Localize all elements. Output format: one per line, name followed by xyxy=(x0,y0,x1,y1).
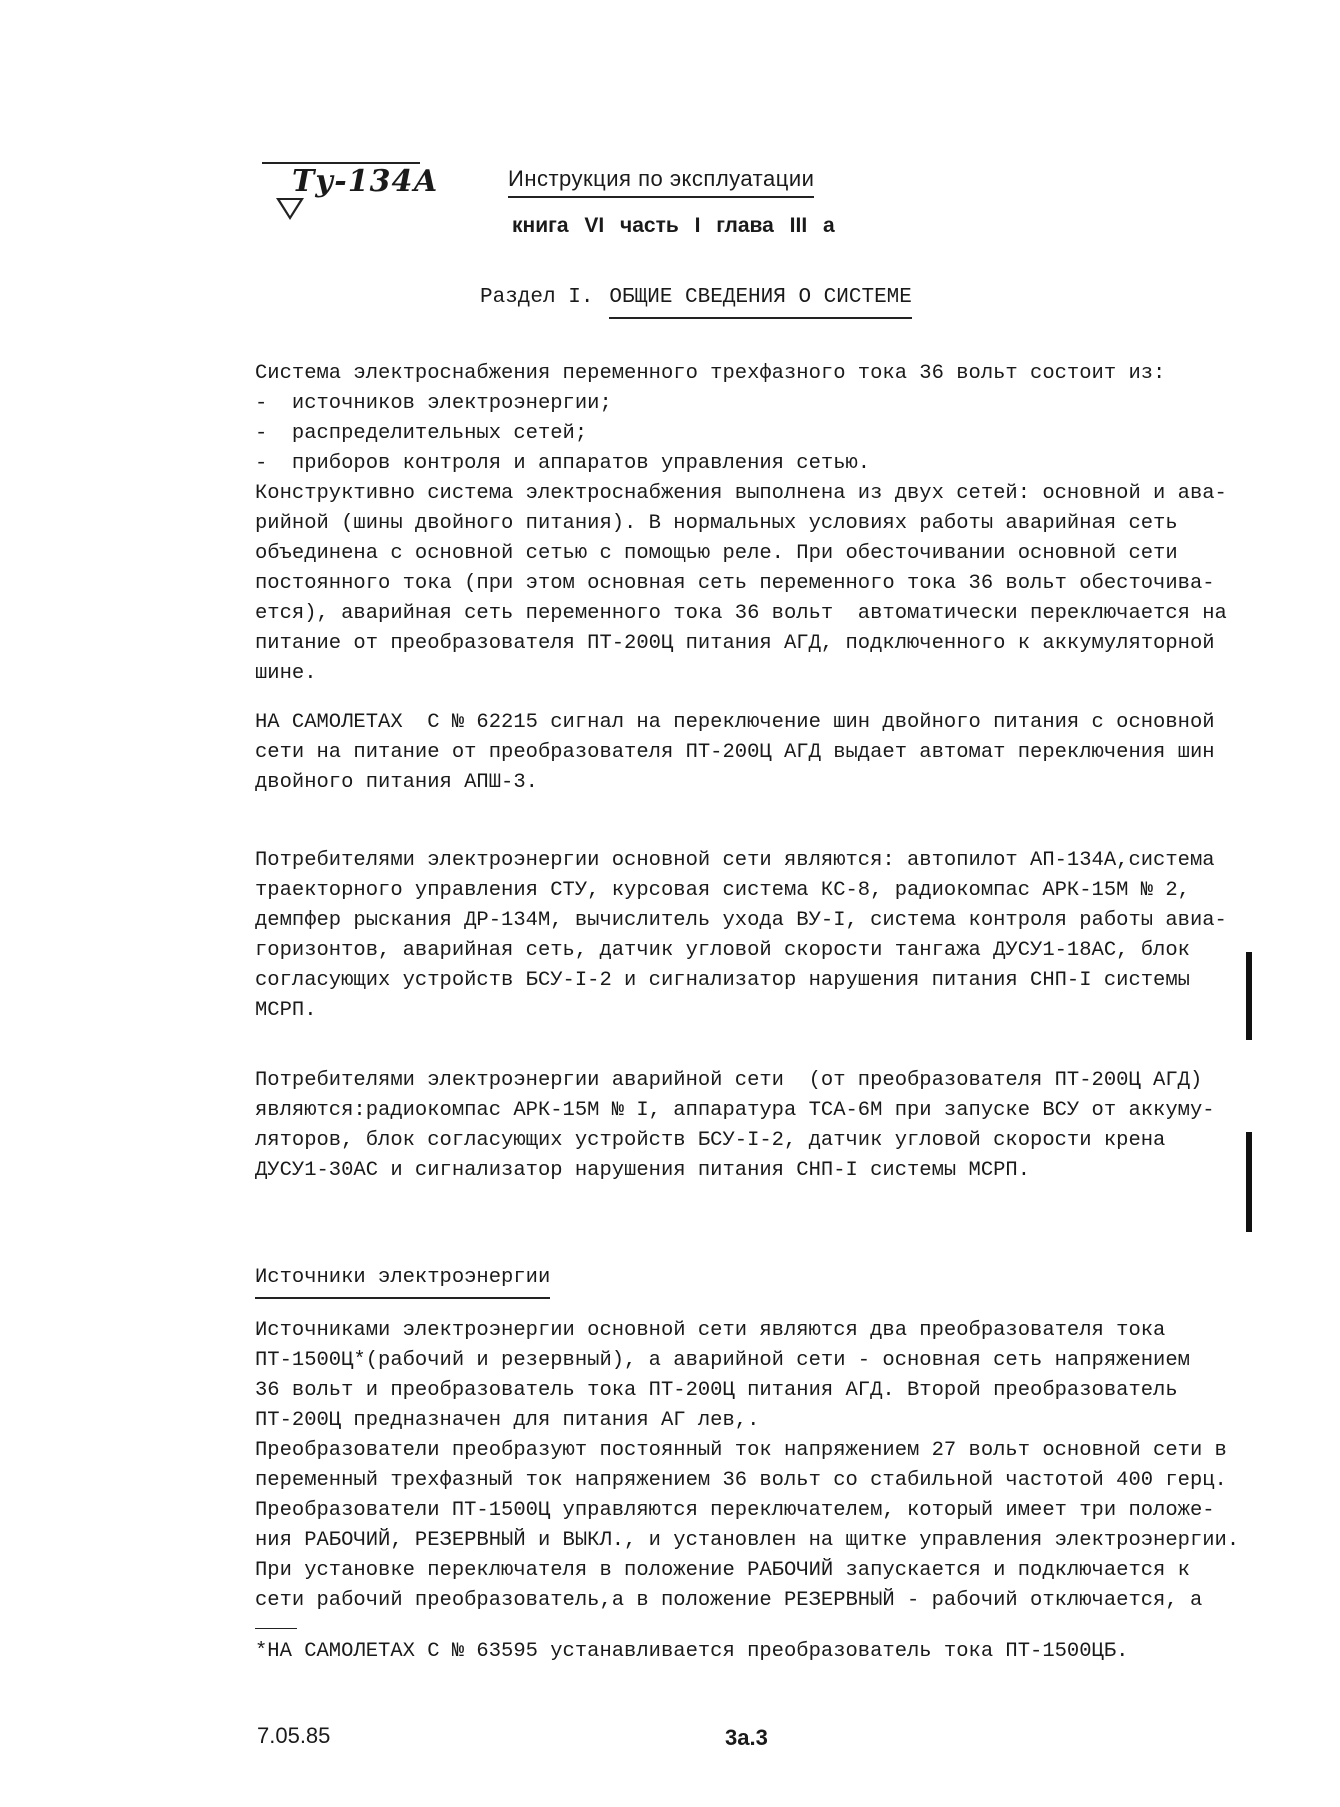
revision-bar xyxy=(1246,952,1252,1040)
paragraph-emergency-consumers: Потребителями электроэнергии аварийной сети (от преобразователя ПТ-200Ц АГД) являются:радиокомпас АРК-15М № I, аппаратура ТСА-6М при запуске ВСУ от аккуму- ляторов, блок согласующих устройств БСУ-I-2, датчик угловой скорости крена ДУСУ1-30АС и сигнализатор нарушения питания СНП-I системы МСРП. xyxy=(255,1069,1215,1182)
paragraph-power-sources: Источниками электроэнергии основной сети являются два преобразователя тока ПТ-1500Ц*(рабочий и резервный), а аварийной сети - основная сеть напряжением 36 вольт и преобразователь тока ПТ-200Ц питания АГД. Второй преобразователь ПТ-200Ц предназначен для питания АГ лев,. Преобразователи преобразуют постоянный ток напряжением 27 вольт основной сети в переменный трехфазный ток напряжением 36 вольт со стабильной частотой 400 герц. Преобразователи ПТ-1500Ц управляются переключателем, который имеет три положе- ния РАБОЧИЙ, РЕЗЕРВНЫЙ и ВЫКЛ., и установлен на щитке управления электроэнергии. При установке переключателя в положение РАБОЧИЙ запускается и подключается к сети рабочий преобразователь,а в положение РЕЗЕРВНЫЙ - рабочий отключается, а xyxy=(255,1319,1240,1612)
footer-date: 7.05.85 xyxy=(257,1723,331,1748)
logo-text: Ту-134А xyxy=(292,164,439,199)
document-title: Инструкция по эксплуатации xyxy=(508,166,814,198)
revision-bar xyxy=(1246,1132,1252,1232)
footnote: *НА САМОЛЕТАХ С № 63595 устанавливается преобразователь тока ПТ-1500ЦБ. xyxy=(255,1640,1129,1663)
subsection-heading: Источники электроэнергии xyxy=(255,1266,550,1299)
paragraph-system-overview: Система электроснабжения переменного трехфазного тока 36 вольт состоит из: - источников электроэнергии; - распределительных сетей; - приборов контроля и аппаратов управления сетью. Конструктивно система электроснабжения выполнена из двух сетей: основной и ава- рийной (шины двойного питания). В нормальных условиях работы аварийная сеть объединена с основной сетью с помощью реле. При обесточивании основной сети постоянного тока (при этом основная сеть переменного тока 36 вольт обесточива- ется), аварийная сеть переменного тока 36 вольт автоматически переключается на питание от преобразователя ПТ-200Ц питания АГД, подключенного к аккумуляторной шине. xyxy=(255,362,1227,685)
section-label: Раздел I. xyxy=(480,286,594,309)
logo xyxy=(262,158,439,238)
logo-triangle-icon xyxy=(276,198,304,220)
paragraph-aircraft-note: НА САМОЛЕТАХ С № 62215 сигнал на переключение шин двойного питания с основной сети на питание от преобразователя ПТ-200Ц АГД выдает автомат переключения шин двойного питания АПШ-3. xyxy=(255,711,1215,794)
paragraph-main-consumers: Потребителями электроэнергии основной сети являются: автопилот АП-134А,система траекторного управления СТУ, курсовая система КС-8, радиокомпас АРК-15М № 2, демпфер рыскания ДР-134М, вычислитель ухода ВУ-I, система контроля работы авиа- горизонтов, аварийная сеть, датчик угловой скорости тангажа ДУСУ1-18АС, блок согласующих устройств БСУ-I-2 и сигнализатор нарушения питания СНП-I системы МСРП. xyxy=(255,849,1227,1022)
document-subtitle: книга VI часть I глава III а xyxy=(512,214,835,237)
section-title: ОБЩИЕ СВЕДЕНИЯ О СИСТЕМЕ xyxy=(609,286,911,319)
footnote-rule xyxy=(255,1628,297,1629)
page-number: 3а.3 xyxy=(725,1725,768,1750)
section-heading xyxy=(480,286,912,309)
